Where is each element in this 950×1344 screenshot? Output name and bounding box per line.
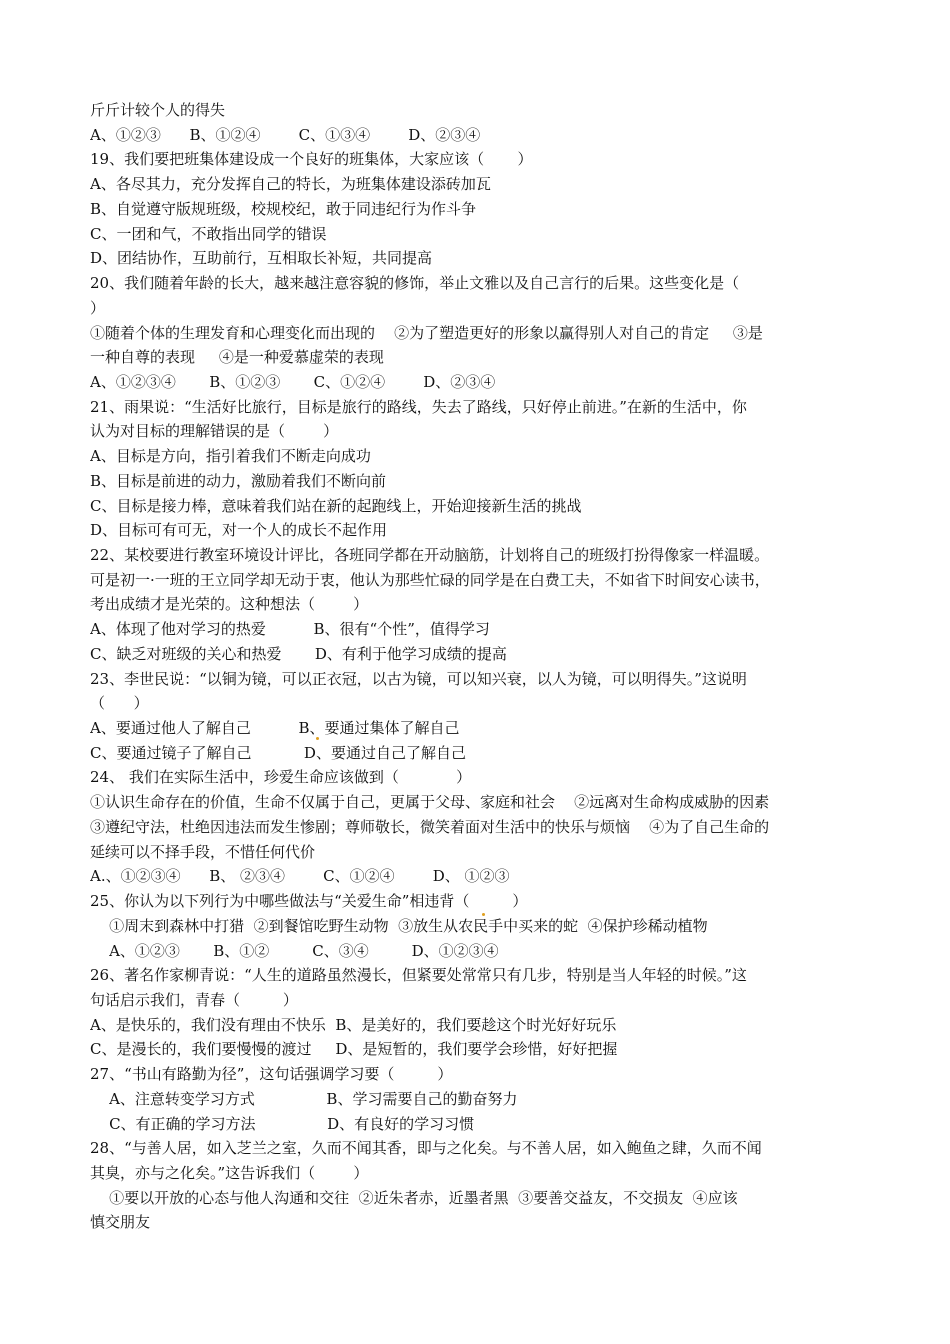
text-line: A.、①②③④ B、 ②③④ C、①②④ D、 ①②③ <box>90 867 510 886</box>
text-line: 22、某校要进行教室环境设计评比，各班同学都在开动脑筋，计划将自己的班级打扮得像家一样温暖。 <box>90 546 770 564</box>
text-line: ①要以开放的心态与他人沟通和交往 ②近朱者赤，近墨者黑 ③要善交益友，不交损友 ④应该 <box>90 1188 738 1207</box>
text-line: 考出成绩才是光荣的。这种想法（ ） <box>90 595 369 614</box>
text-line: 25、你认为以下列行为中哪些做法与“关爱生命”相违背（ ） <box>90 892 528 910</box>
text-line: 斤斤计较个人的得失 <box>90 101 226 119</box>
text-line: B、目标是前进的动力，激励着我们不断向前 <box>90 471 387 490</box>
text-line: A、目标是方向，指引着我们不断走向成功 <box>90 447 371 466</box>
text-line: D、团结协作，互助前行，互相取长补短，共同提高 <box>90 249 433 268</box>
text-line: 一种自尊的表现 ④是一种爱慕虚荣的表现 <box>90 348 384 367</box>
text-line: 可是初一·一班的王立同学却无动于衷，他认为那些忙碌的同学是在白费工夫，不如省下时间安心读书， <box>90 570 770 589</box>
text-line: C、是漫长的，我们要慢慢的渡过 D、是短暂的，我们要学会珍惜，好好把握 <box>90 1040 618 1059</box>
stray-mark <box>482 913 485 916</box>
text-line: C、一团和气，不敢指出同学的错误 <box>90 224 327 243</box>
text-line: ③遵纪守法，杜绝因违法而发生惨剧；尊师敬长，微笑着面对生活中的快乐与烦恼 ④为了自己生命的 <box>90 817 770 836</box>
text-line: 延续可以不择手段，不惜任何代价 <box>90 842 316 861</box>
text-line: C、要通过镜子了解自己 D、要通过自己了解自己 <box>90 743 466 762</box>
text-line: A、注意转变学习方式 B、学习需要自己的勤奋努力 <box>90 1089 518 1108</box>
text-line: 28、“与善人居，如入芝兰之室，久而不闻其香，即与之化矣。与不善人居，如入鲍鱼之肆，久而不闻 <box>90 1139 762 1158</box>
text-line: （ ） <box>90 694 149 713</box>
text-line: A、①②③ B、①② C、③④ D、①②③④ <box>90 941 499 960</box>
text-line: A、①②③ B、①②④ C、①③④ D、②③④ <box>90 125 481 144</box>
text-line: 21、雨果说：“生活好比旅行，目标是旅行的路线，失去了路线，只好停止前进。”在新的生活中，你 <box>90 397 747 416</box>
text-line: A、体现了他对学习的热爱 B、很有“个性”，值得学习 <box>90 620 490 639</box>
text-line: ①认识生命存在的价值，生命不仅属于自己，更属于父母、家庭和社会 ②远离对生命构成威胁的因素 <box>90 793 770 812</box>
text-line: 26、著名作家柳青说：“人生的道路虽然漫长，但紧要处常常只有几步，特别是当人年轻的时候。”这 <box>90 966 747 985</box>
text-line: 20、我们随着年龄的长大，越来越注意容貌的修饰，举止文雅以及自己言行的后果。这些变化是（ <box>90 274 740 292</box>
text-line: 24、 我们在实际生活中，珍爱生命应该做到（ ） <box>90 768 472 787</box>
text-line: 慎交朋友 <box>90 1213 151 1232</box>
text-line: 23、李世民说：“以铜为镜，可以正衣冠，以古为镜，可以知兴衰，以人为镜，可以明得失。”这说明 <box>90 669 747 688</box>
text-line: 其臭，亦与之化矣。”这告诉我们（ ） <box>90 1164 369 1182</box>
text-line: C、缺乏对班级的关心和热爱 D、有利于他学习成绩的提高 <box>90 644 507 663</box>
text-line: 27、“书山有路勤为径”，这句话强调学习要（ ） <box>90 1065 453 1084</box>
stray-mark <box>316 737 319 740</box>
text-line: 认为对目标的理解错误的是（ ） <box>90 422 339 441</box>
text-line: A、各尽其力，充分发挥自己的特长，为班集体建设添砖加瓦 <box>90 175 491 194</box>
text-line: B、自觉遵守版规班级，校规校纪，敢于同违纪行为作斗争 <box>90 199 477 218</box>
text-line: 19、我们要把班集体建设成一个良好的班集体，大家应该（ ） <box>90 150 533 169</box>
text-line: ） <box>90 298 106 317</box>
text-line: D、目标可有可无，对一个人的成长不起作用 <box>90 521 388 540</box>
text-line: C、有正确的学习方法 D、有良好的学习习惯 <box>90 1114 475 1133</box>
text-line: A、要通过他人了解自己 B、要通过集体了解自己 <box>90 719 460 737</box>
text-line: ①随着个体的生理发育和心理变化而出现的 ②为了塑造更好的形象以赢得别人对自己的肯定 ③是 <box>90 323 763 342</box>
text-line: ①周末到森林中打猎 ②到餐馆吃野生动物 ③放生从农民手中买来的蛇 ④保护珍稀动植物 <box>90 916 708 935</box>
text-line: C、目标是接力棒，意味着我们站在新的起跑线上，开始迎接新生活的挑战 <box>90 496 582 515</box>
text-line: 句话启示我们，青春（ ） <box>90 990 298 1009</box>
text-line: A、是快乐的，我们没有理由不快乐 B、是美好的，我们要趁这个时光好好玩乐 <box>90 1015 617 1034</box>
text-line: A、①②③④ B、①②③ C、①②④ D、②③④ <box>90 372 496 391</box>
